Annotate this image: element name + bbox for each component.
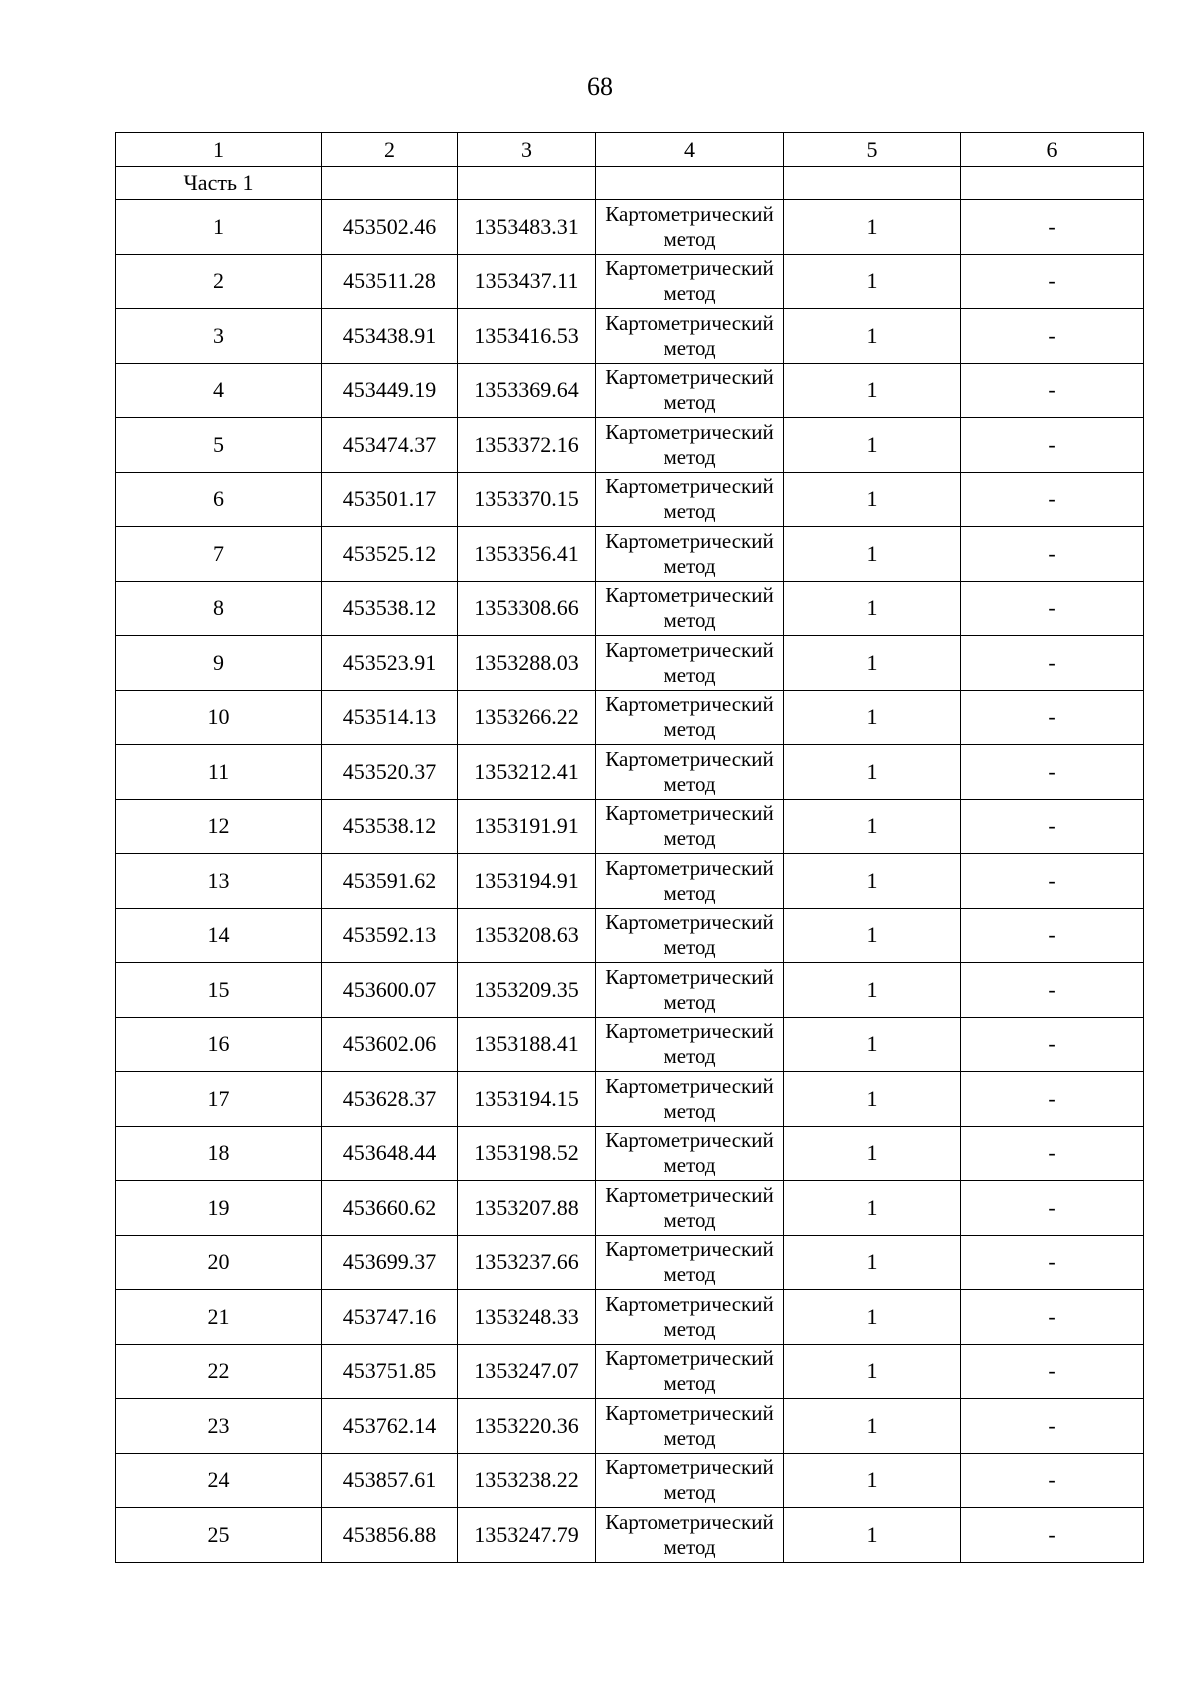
table-row (116, 636, 1144, 691)
header-cell: 6 (961, 133, 1144, 167)
coord-y-cell: 1353370.15 (458, 472, 596, 527)
point-number-cell: 18 (116, 1126, 322, 1181)
description-cell: - (961, 1126, 1144, 1181)
coord-x-cell: 453751.85 (322, 1344, 458, 1399)
table-row (116, 690, 1144, 745)
point-number-cell: 10 (116, 690, 322, 745)
accuracy-cell: 1 (784, 1399, 961, 1454)
point-number-cell: 12 (116, 799, 322, 854)
table-row (116, 745, 1144, 800)
description-cell: - (961, 1453, 1144, 1508)
table-row (116, 418, 1144, 473)
point-number-cell: 23 (116, 1399, 322, 1454)
coord-y-cell: 1353194.91 (458, 854, 596, 909)
point-number-cell: 14 (116, 908, 322, 963)
accuracy-cell: 1 (784, 745, 961, 800)
accuracy-cell: 1 (784, 1290, 961, 1345)
point-number-cell: 7 (116, 527, 322, 582)
coord-x-cell: 453856.88 (322, 1508, 458, 1563)
description-cell: - (961, 1181, 1144, 1236)
section-row (116, 167, 1144, 200)
accuracy-cell: 1 (784, 1508, 961, 1563)
method-cell: Картометрический метод (596, 1126, 784, 1181)
coord-y-cell: 1353369.64 (458, 363, 596, 418)
point-number-cell: 19 (116, 1181, 322, 1236)
coord-y-cell: 1353207.88 (458, 1181, 596, 1236)
accuracy-cell: 1 (784, 254, 961, 309)
coord-x-cell: 453591.62 (322, 854, 458, 909)
table-row (116, 254, 1144, 309)
coord-y-cell: 1353483.31 (458, 200, 596, 255)
header-cell: 3 (458, 133, 596, 167)
coord-x-cell: 453514.13 (322, 690, 458, 745)
accuracy-cell: 1 (784, 799, 961, 854)
accuracy-cell: 1 (784, 1235, 961, 1290)
point-number-cell: 5 (116, 418, 322, 473)
table-row (116, 1017, 1144, 1072)
coord-y-cell: 1353247.79 (458, 1508, 596, 1563)
accuracy-cell: 1 (784, 963, 961, 1018)
accuracy-cell: 1 (784, 636, 961, 691)
method-cell: Картометрический метод (596, 745, 784, 800)
point-number-cell: 3 (116, 309, 322, 364)
table-row (116, 854, 1144, 909)
coord-x-cell: 453660.62 (322, 1181, 458, 1236)
coord-y-cell: 1353194.15 (458, 1072, 596, 1127)
coord-y-cell: 1353212.41 (458, 745, 596, 800)
coord-y-cell: 1353208.63 (458, 908, 596, 963)
table-row (116, 908, 1144, 963)
method-cell: Картометрический метод (596, 200, 784, 255)
method-cell: Картометрический метод (596, 908, 784, 963)
method-cell: Картометрический метод (596, 636, 784, 691)
coord-y-cell: 1353220.36 (458, 1399, 596, 1454)
method-cell: Картометрический метод (596, 854, 784, 909)
coord-x-cell: 453538.12 (322, 799, 458, 854)
table-row (116, 200, 1144, 255)
coord-y-cell: 1353266.22 (458, 690, 596, 745)
accuracy-cell: 1 (784, 1072, 961, 1127)
method-cell: Картометрический метод (596, 309, 784, 364)
method-cell: Картометрический метод (596, 1453, 784, 1508)
method-cell: Картометрический метод (596, 254, 784, 309)
point-number-cell: 2 (116, 254, 322, 309)
point-number-cell: 8 (116, 581, 322, 636)
description-cell: - (961, 636, 1144, 691)
accuracy-cell: 1 (784, 908, 961, 963)
accuracy-cell: 1 (784, 690, 961, 745)
coord-y-cell: 1353198.52 (458, 1126, 596, 1181)
description-cell: - (961, 200, 1144, 255)
header-cell: 4 (596, 133, 784, 167)
point-number-cell: 25 (116, 1508, 322, 1563)
accuracy-cell: 1 (784, 363, 961, 418)
table-row (116, 1290, 1144, 1345)
accuracy-cell: 1 (784, 1126, 961, 1181)
table-row (116, 581, 1144, 636)
coord-y-cell: 1353416.53 (458, 309, 596, 364)
description-cell: - (961, 418, 1144, 473)
coord-x-cell: 453474.37 (322, 418, 458, 473)
header-cell: 2 (322, 133, 458, 167)
coord-y-cell: 1353237.66 (458, 1235, 596, 1290)
method-cell: Картометрический метод (596, 690, 784, 745)
description-cell: - (961, 309, 1144, 364)
coord-x-cell: 453699.37 (322, 1235, 458, 1290)
coord-y-cell: 1353238.22 (458, 1453, 596, 1508)
table-row (116, 1181, 1144, 1236)
method-cell: Картометрический метод (596, 1072, 784, 1127)
description-cell: - (961, 1399, 1144, 1454)
coord-y-cell: 1353356.41 (458, 527, 596, 582)
point-number-cell: 24 (116, 1453, 322, 1508)
method-cell: Картометрический метод (596, 1235, 784, 1290)
point-number-cell: 4 (116, 363, 322, 418)
accuracy-cell: 1 (784, 418, 961, 473)
accuracy-cell: 1 (784, 581, 961, 636)
header-cell: 5 (784, 133, 961, 167)
table-row (116, 472, 1144, 527)
description-cell: - (961, 1235, 1144, 1290)
empty-cell (596, 167, 784, 200)
coord-x-cell: 453602.06 (322, 1017, 458, 1072)
coord-y-cell: 1353209.35 (458, 963, 596, 1018)
description-cell: - (961, 908, 1144, 963)
table-row (116, 1235, 1144, 1290)
accuracy-cell: 1 (784, 1017, 961, 1072)
description-cell: - (961, 254, 1144, 309)
coordinates-table (115, 132, 1144, 1563)
method-cell: Картометрический метод (596, 1290, 784, 1345)
coord-x-cell: 453438.91 (322, 309, 458, 364)
table-row (116, 1508, 1144, 1563)
coord-x-cell: 453502.46 (322, 200, 458, 255)
accuracy-cell: 1 (784, 1181, 961, 1236)
description-cell: - (961, 745, 1144, 800)
point-number-cell: 11 (116, 745, 322, 800)
method-cell: Картометрический метод (596, 418, 784, 473)
coord-x-cell: 453520.37 (322, 745, 458, 800)
table-row (116, 1453, 1144, 1508)
coord-y-cell: 1353188.41 (458, 1017, 596, 1072)
method-cell: Картометрический метод (596, 1017, 784, 1072)
header-row (116, 133, 1144, 167)
coord-x-cell: 453600.07 (322, 963, 458, 1018)
coord-y-cell: 1353288.03 (458, 636, 596, 691)
description-cell: - (961, 690, 1144, 745)
description-cell: - (961, 363, 1144, 418)
description-cell: - (961, 1508, 1144, 1563)
accuracy-cell: 1 (784, 1453, 961, 1508)
coord-y-cell: 1353372.16 (458, 418, 596, 473)
description-cell: - (961, 799, 1144, 854)
section-label: Часть 1 (116, 167, 322, 200)
empty-cell (961, 167, 1144, 200)
description-cell: - (961, 527, 1144, 582)
table-row (116, 1344, 1144, 1399)
coord-x-cell: 453501.17 (322, 472, 458, 527)
method-cell: Картометрический метод (596, 363, 784, 418)
method-cell: Картометрический метод (596, 581, 784, 636)
coord-x-cell: 453592.13 (322, 908, 458, 963)
table-row (116, 1126, 1144, 1181)
coord-x-cell: 453449.19 (322, 363, 458, 418)
description-cell: - (961, 581, 1144, 636)
accuracy-cell: 1 (784, 472, 961, 527)
accuracy-cell: 1 (784, 1344, 961, 1399)
point-number-cell: 9 (116, 636, 322, 691)
point-number-cell: 16 (116, 1017, 322, 1072)
method-cell: Картометрический метод (596, 1508, 784, 1563)
point-number-cell: 20 (116, 1235, 322, 1290)
table-row (116, 1072, 1144, 1127)
point-number-cell: 1 (116, 200, 322, 255)
description-cell: - (961, 1017, 1144, 1072)
table-row (116, 309, 1144, 364)
accuracy-cell: 1 (784, 854, 961, 909)
coord-x-cell: 453525.12 (322, 527, 458, 582)
point-number-cell: 17 (116, 1072, 322, 1127)
method-cell: Картометрический метод (596, 1181, 784, 1236)
description-cell: - (961, 1344, 1144, 1399)
point-number-cell: 15 (116, 963, 322, 1018)
point-number-cell: 13 (116, 854, 322, 909)
coord-y-cell: 1353191.91 (458, 799, 596, 854)
page-number: 68 (587, 72, 613, 101)
header-cell: 1 (116, 133, 322, 167)
method-cell: Картометрический метод (596, 799, 784, 854)
coord-x-cell: 453511.28 (322, 254, 458, 309)
method-cell: Картометрический метод (596, 527, 784, 582)
accuracy-cell: 1 (784, 309, 961, 364)
coord-y-cell: 1353248.33 (458, 1290, 596, 1345)
description-cell: - (961, 1290, 1144, 1345)
coord-y-cell: 1353308.66 (458, 581, 596, 636)
coord-x-cell: 453857.61 (322, 1453, 458, 1508)
method-cell: Картометрический метод (596, 1344, 784, 1399)
coord-x-cell: 453747.16 (322, 1290, 458, 1345)
coord-x-cell: 453628.37 (322, 1072, 458, 1127)
table-row (116, 963, 1144, 1018)
method-cell: Картометрический метод (596, 1399, 784, 1454)
empty-cell (784, 167, 961, 200)
point-number-cell: 22 (116, 1344, 322, 1399)
point-number-cell: 6 (116, 472, 322, 527)
coord-x-cell: 453648.44 (322, 1126, 458, 1181)
empty-cell (322, 167, 458, 200)
table-row (116, 1399, 1144, 1454)
coord-x-cell: 453523.91 (322, 636, 458, 691)
empty-cell (458, 167, 596, 200)
coord-x-cell: 453538.12 (322, 581, 458, 636)
point-number-cell: 21 (116, 1290, 322, 1345)
method-cell: Картометрический метод (596, 472, 784, 527)
description-cell: - (961, 1072, 1144, 1127)
coord-x-cell: 453762.14 (322, 1399, 458, 1454)
accuracy-cell: 1 (784, 200, 961, 255)
coord-y-cell: 1353247.07 (458, 1344, 596, 1399)
accuracy-cell: 1 (784, 527, 961, 582)
table-row (116, 363, 1144, 418)
method-cell: Картометрический метод (596, 963, 784, 1018)
table-row (116, 799, 1144, 854)
table-row (116, 527, 1144, 582)
description-cell: - (961, 963, 1144, 1018)
coord-y-cell: 1353437.11 (458, 254, 596, 309)
description-cell: - (961, 854, 1144, 909)
description-cell: - (961, 472, 1144, 527)
